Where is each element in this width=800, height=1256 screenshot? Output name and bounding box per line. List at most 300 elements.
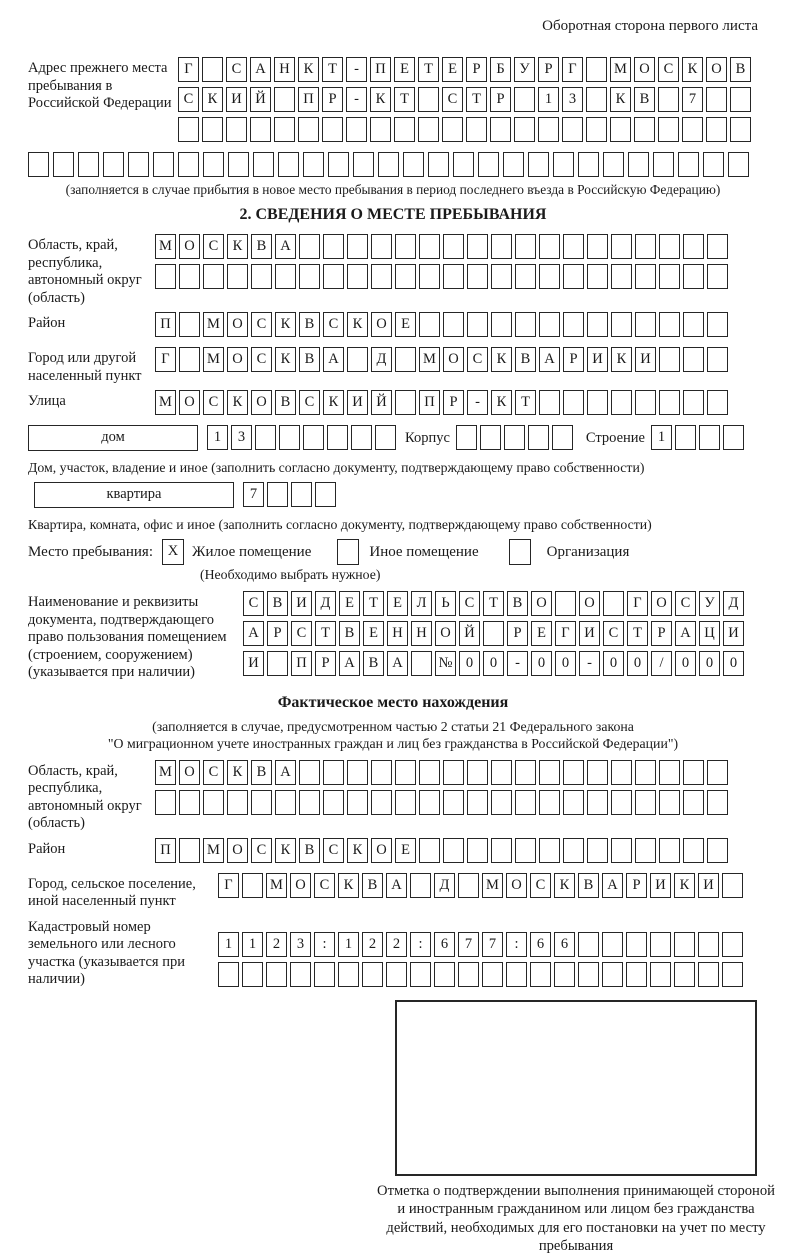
char-cell[interactable] bbox=[370, 117, 391, 142]
char-cell[interactable] bbox=[707, 347, 728, 372]
checkbox-other-premises[interactable] bbox=[337, 539, 359, 565]
char-cell[interactable] bbox=[347, 264, 368, 289]
char-cell[interactable] bbox=[155, 264, 176, 289]
char-cell[interactable] bbox=[563, 312, 584, 337]
char-cell[interactable]: Т bbox=[515, 390, 536, 415]
char-cell[interactable] bbox=[653, 152, 674, 177]
char-cell[interactable]: Р bbox=[538, 57, 559, 82]
char-cell[interactable]: 0 bbox=[723, 651, 744, 676]
char-cell[interactable]: Т bbox=[466, 87, 487, 112]
char-cell[interactable]: И bbox=[291, 591, 312, 616]
char-cell[interactable] bbox=[707, 390, 728, 415]
char-cell[interactable] bbox=[683, 760, 704, 785]
char-cell[interactable]: С bbox=[251, 347, 272, 372]
char-cell[interactable]: В bbox=[275, 390, 296, 415]
char-cell[interactable] bbox=[563, 760, 584, 785]
char-cell[interactable] bbox=[347, 760, 368, 785]
char-cell[interactable]: / bbox=[651, 651, 672, 676]
char-cell[interactable] bbox=[386, 962, 407, 987]
char-cell[interactable] bbox=[611, 312, 632, 337]
char-cell[interactable]: В bbox=[251, 760, 272, 785]
char-cell[interactable] bbox=[458, 962, 479, 987]
char-cell[interactable] bbox=[250, 117, 271, 142]
char-cell[interactable]: С bbox=[203, 234, 224, 259]
char-cell[interactable] bbox=[491, 312, 512, 337]
char-cell[interactable]: У bbox=[699, 591, 720, 616]
char-cell[interactable]: О bbox=[706, 57, 727, 82]
char-cell[interactable] bbox=[467, 838, 488, 863]
char-cell[interactable]: О bbox=[290, 873, 311, 898]
char-cell[interactable] bbox=[563, 838, 584, 863]
char-cell[interactable]: Г bbox=[155, 347, 176, 372]
char-cell[interactable] bbox=[650, 962, 671, 987]
char-cell[interactable]: В bbox=[299, 347, 320, 372]
char-cell[interactable] bbox=[443, 312, 464, 337]
char-cell[interactable] bbox=[491, 760, 512, 785]
char-cell[interactable]: К bbox=[347, 312, 368, 337]
char-cell[interactable] bbox=[635, 790, 656, 815]
checkbox-residential[interactable]: X bbox=[162, 539, 184, 565]
char-cell[interactable]: : bbox=[410, 932, 431, 957]
char-cell[interactable] bbox=[504, 425, 525, 450]
char-cell[interactable]: Р bbox=[466, 57, 487, 82]
char-cell[interactable]: № bbox=[435, 651, 456, 676]
char-cell[interactable] bbox=[278, 152, 299, 177]
char-cell[interactable]: Н bbox=[274, 57, 295, 82]
char-cell[interactable] bbox=[371, 760, 392, 785]
char-cell[interactable] bbox=[586, 117, 607, 142]
char-cell[interactable]: О bbox=[227, 312, 248, 337]
char-cell[interactable] bbox=[683, 390, 704, 415]
char-cell[interactable]: В bbox=[339, 621, 360, 646]
char-cell[interactable] bbox=[491, 264, 512, 289]
char-cell[interactable]: И bbox=[226, 87, 247, 112]
char-cell[interactable] bbox=[683, 234, 704, 259]
char-cell[interactable]: Г bbox=[218, 873, 239, 898]
char-cell[interactable]: Е bbox=[395, 838, 416, 863]
char-cell[interactable]: Р bbox=[626, 873, 647, 898]
char-cell[interactable] bbox=[515, 760, 536, 785]
char-cell[interactable] bbox=[659, 390, 680, 415]
char-cell[interactable] bbox=[678, 152, 699, 177]
char-cell[interactable]: 0 bbox=[675, 651, 696, 676]
char-cell[interactable]: Г bbox=[178, 57, 199, 82]
char-cell[interactable] bbox=[514, 117, 535, 142]
char-cell[interactable] bbox=[153, 152, 174, 177]
char-cell[interactable] bbox=[290, 962, 311, 987]
char-cell[interactable]: С bbox=[323, 838, 344, 863]
char-cell[interactable]: Т bbox=[394, 87, 415, 112]
char-cell[interactable] bbox=[218, 962, 239, 987]
char-cell[interactable]: А bbox=[675, 621, 696, 646]
char-cell[interactable]: 3 bbox=[231, 425, 252, 450]
char-cell[interactable]: 0 bbox=[459, 651, 480, 676]
char-cell[interactable] bbox=[562, 117, 583, 142]
char-cell[interactable]: - bbox=[579, 651, 600, 676]
char-cell[interactable] bbox=[539, 760, 560, 785]
char-cell[interactable]: В bbox=[299, 838, 320, 863]
char-cell[interactable] bbox=[403, 152, 424, 177]
char-cell[interactable]: П bbox=[298, 87, 319, 112]
char-cell[interactable] bbox=[707, 312, 728, 337]
char-cell[interactable] bbox=[587, 234, 608, 259]
char-cell[interactable] bbox=[683, 312, 704, 337]
char-cell[interactable] bbox=[587, 838, 608, 863]
char-cell[interactable] bbox=[323, 264, 344, 289]
char-cell[interactable]: А bbox=[323, 347, 344, 372]
char-cell[interactable] bbox=[315, 482, 336, 507]
char-cell[interactable]: Б bbox=[490, 57, 511, 82]
char-cell[interactable]: 0 bbox=[627, 651, 648, 676]
char-cell[interactable] bbox=[103, 152, 124, 177]
char-cell[interactable]: И bbox=[579, 621, 600, 646]
char-cell[interactable]: В bbox=[251, 234, 272, 259]
char-cell[interactable]: В bbox=[515, 347, 536, 372]
char-cell[interactable] bbox=[490, 117, 511, 142]
char-cell[interactable] bbox=[611, 390, 632, 415]
char-cell[interactable] bbox=[228, 152, 249, 177]
char-cell[interactable] bbox=[203, 152, 224, 177]
char-cell[interactable] bbox=[675, 425, 696, 450]
char-cell[interactable] bbox=[707, 760, 728, 785]
char-cell[interactable] bbox=[659, 264, 680, 289]
char-cell[interactable] bbox=[227, 790, 248, 815]
char-cell[interactable] bbox=[442, 117, 463, 142]
char-cell[interactable] bbox=[434, 962, 455, 987]
char-cell[interactable]: М bbox=[203, 312, 224, 337]
char-cell[interactable]: 7 bbox=[458, 932, 479, 957]
char-cell[interactable] bbox=[410, 962, 431, 987]
checkbox-organization[interactable] bbox=[509, 539, 531, 565]
char-cell[interactable] bbox=[659, 312, 680, 337]
char-cell[interactable] bbox=[347, 790, 368, 815]
char-cell[interactable]: 1 bbox=[207, 425, 228, 450]
char-cell[interactable] bbox=[659, 838, 680, 863]
char-cell[interactable] bbox=[279, 425, 300, 450]
char-cell[interactable]: И bbox=[635, 347, 656, 372]
char-cell[interactable] bbox=[323, 234, 344, 259]
char-cell[interactable]: М bbox=[482, 873, 503, 898]
char-cell[interactable]: О bbox=[634, 57, 655, 82]
char-cell[interactable] bbox=[267, 651, 288, 676]
char-cell[interactable] bbox=[378, 152, 399, 177]
char-cell[interactable] bbox=[483, 621, 504, 646]
char-cell[interactable] bbox=[322, 117, 343, 142]
char-cell[interactable]: А bbox=[250, 57, 271, 82]
char-cell[interactable]: Ц bbox=[699, 621, 720, 646]
char-cell[interactable] bbox=[506, 962, 527, 987]
char-cell[interactable] bbox=[706, 87, 727, 112]
char-cell[interactable]: К bbox=[674, 873, 695, 898]
char-cell[interactable] bbox=[659, 347, 680, 372]
char-cell[interactable] bbox=[428, 152, 449, 177]
char-cell[interactable]: И bbox=[723, 621, 744, 646]
char-cell[interactable]: 6 bbox=[530, 932, 551, 957]
char-cell[interactable] bbox=[226, 117, 247, 142]
char-cell[interactable] bbox=[626, 962, 647, 987]
char-cell[interactable] bbox=[683, 838, 704, 863]
char-cell[interactable] bbox=[707, 234, 728, 259]
char-cell[interactable] bbox=[553, 152, 574, 177]
char-cell[interactable] bbox=[179, 838, 200, 863]
char-cell[interactable]: О bbox=[651, 591, 672, 616]
char-cell[interactable] bbox=[611, 790, 632, 815]
char-cell[interactable]: С bbox=[251, 838, 272, 863]
char-cell[interactable] bbox=[635, 234, 656, 259]
char-cell[interactable] bbox=[419, 838, 440, 863]
char-cell[interactable] bbox=[299, 760, 320, 785]
char-cell[interactable]: К bbox=[227, 234, 248, 259]
char-cell[interactable]: Р bbox=[443, 390, 464, 415]
char-cell[interactable] bbox=[659, 790, 680, 815]
char-cell[interactable] bbox=[515, 838, 536, 863]
char-cell[interactable] bbox=[658, 117, 679, 142]
char-cell[interactable] bbox=[699, 425, 720, 450]
char-cell[interactable] bbox=[274, 87, 295, 112]
char-cell[interactable] bbox=[698, 962, 719, 987]
char-cell[interactable] bbox=[128, 152, 149, 177]
char-cell[interactable]: Р bbox=[322, 87, 343, 112]
char-cell[interactable] bbox=[554, 962, 575, 987]
char-cell[interactable]: С bbox=[459, 591, 480, 616]
char-cell[interactable]: 1 bbox=[242, 932, 263, 957]
char-cell[interactable]: С bbox=[467, 347, 488, 372]
char-cell[interactable] bbox=[371, 234, 392, 259]
char-cell[interactable] bbox=[730, 117, 751, 142]
char-cell[interactable]: 2 bbox=[362, 932, 383, 957]
char-cell[interactable] bbox=[255, 425, 276, 450]
char-cell[interactable]: О bbox=[371, 312, 392, 337]
char-cell[interactable]: 1 bbox=[538, 87, 559, 112]
char-cell[interactable] bbox=[683, 790, 704, 815]
char-cell[interactable]: Т bbox=[483, 591, 504, 616]
char-cell[interactable] bbox=[528, 425, 549, 450]
char-cell[interactable] bbox=[578, 152, 599, 177]
char-cell[interactable]: В bbox=[267, 591, 288, 616]
char-cell[interactable] bbox=[491, 838, 512, 863]
char-cell[interactable]: О bbox=[531, 591, 552, 616]
char-cell[interactable]: К bbox=[370, 87, 391, 112]
char-cell[interactable] bbox=[314, 962, 335, 987]
char-cell[interactable]: П bbox=[419, 390, 440, 415]
char-cell[interactable] bbox=[602, 932, 623, 957]
char-cell[interactable]: К bbox=[275, 312, 296, 337]
char-cell[interactable]: 1 bbox=[651, 425, 672, 450]
char-cell[interactable]: О bbox=[227, 838, 248, 863]
char-cell[interactable] bbox=[327, 425, 348, 450]
char-cell[interactable]: Л bbox=[411, 591, 432, 616]
char-cell[interactable] bbox=[267, 482, 288, 507]
char-cell[interactable]: 2 bbox=[266, 932, 287, 957]
char-cell[interactable] bbox=[515, 264, 536, 289]
char-cell[interactable] bbox=[251, 264, 272, 289]
char-cell[interactable]: Д bbox=[315, 591, 336, 616]
char-cell[interactable]: К bbox=[338, 873, 359, 898]
char-cell[interactable]: : bbox=[314, 932, 335, 957]
char-cell[interactable]: В bbox=[578, 873, 599, 898]
char-cell[interactable]: О bbox=[506, 873, 527, 898]
char-cell[interactable]: Н bbox=[387, 621, 408, 646]
char-cell[interactable] bbox=[706, 117, 727, 142]
char-cell[interactable] bbox=[202, 57, 223, 82]
char-cell[interactable]: С bbox=[226, 57, 247, 82]
char-cell[interactable] bbox=[178, 152, 199, 177]
char-cell[interactable]: Т bbox=[627, 621, 648, 646]
char-cell[interactable] bbox=[491, 234, 512, 259]
char-cell[interactable]: В bbox=[362, 873, 383, 898]
char-cell[interactable] bbox=[394, 117, 415, 142]
char-cell[interactable] bbox=[418, 87, 439, 112]
char-cell[interactable]: К bbox=[682, 57, 703, 82]
char-cell[interactable]: Ь bbox=[435, 591, 456, 616]
char-cell[interactable]: И bbox=[650, 873, 671, 898]
char-cell[interactable] bbox=[683, 347, 704, 372]
char-cell[interactable] bbox=[411, 651, 432, 676]
char-cell[interactable] bbox=[395, 234, 416, 259]
char-cell[interactable]: О bbox=[579, 591, 600, 616]
char-cell[interactable] bbox=[419, 234, 440, 259]
char-cell[interactable] bbox=[466, 117, 487, 142]
char-cell[interactable] bbox=[707, 790, 728, 815]
char-cell[interactable]: Т bbox=[315, 621, 336, 646]
char-cell[interactable]: Д bbox=[723, 591, 744, 616]
char-cell[interactable]: В bbox=[507, 591, 528, 616]
char-cell[interactable] bbox=[478, 152, 499, 177]
char-cell[interactable] bbox=[299, 790, 320, 815]
char-cell[interactable]: М bbox=[155, 234, 176, 259]
char-cell[interactable] bbox=[723, 425, 744, 450]
char-cell[interactable] bbox=[467, 264, 488, 289]
char-cell[interactable] bbox=[602, 962, 623, 987]
char-cell[interactable] bbox=[299, 234, 320, 259]
char-cell[interactable] bbox=[703, 152, 724, 177]
char-cell[interactable]: Т bbox=[363, 591, 384, 616]
char-cell[interactable]: С bbox=[251, 312, 272, 337]
char-cell[interactable]: К bbox=[202, 87, 223, 112]
char-cell[interactable] bbox=[634, 117, 655, 142]
char-cell[interactable]: 6 bbox=[554, 932, 575, 957]
char-cell[interactable]: Й bbox=[459, 621, 480, 646]
char-cell[interactable] bbox=[303, 152, 324, 177]
char-cell[interactable] bbox=[728, 152, 749, 177]
char-cell[interactable] bbox=[323, 790, 344, 815]
char-cell[interactable]: Р bbox=[507, 621, 528, 646]
char-cell[interactable] bbox=[395, 790, 416, 815]
char-cell[interactable]: С bbox=[675, 591, 696, 616]
char-cell[interactable]: И bbox=[587, 347, 608, 372]
char-cell[interactable]: 0 bbox=[555, 651, 576, 676]
char-cell[interactable]: С bbox=[442, 87, 463, 112]
char-cell[interactable] bbox=[395, 347, 416, 372]
char-cell[interactable] bbox=[419, 790, 440, 815]
char-cell[interactable] bbox=[443, 838, 464, 863]
char-cell[interactable] bbox=[698, 932, 719, 957]
char-cell[interactable] bbox=[587, 264, 608, 289]
char-cell[interactable] bbox=[395, 760, 416, 785]
char-cell[interactable] bbox=[563, 264, 584, 289]
char-cell[interactable]: Й bbox=[250, 87, 271, 112]
char-cell[interactable] bbox=[53, 152, 74, 177]
char-cell[interactable]: С bbox=[178, 87, 199, 112]
char-cell[interactable]: О bbox=[179, 234, 200, 259]
char-cell[interactable]: П bbox=[155, 838, 176, 863]
char-cell[interactable] bbox=[178, 117, 199, 142]
char-cell[interactable]: К bbox=[611, 347, 632, 372]
char-cell[interactable] bbox=[456, 425, 477, 450]
char-cell[interactable] bbox=[443, 790, 464, 815]
char-cell[interactable]: С bbox=[658, 57, 679, 82]
char-cell[interactable] bbox=[179, 264, 200, 289]
char-cell[interactable]: С bbox=[323, 312, 344, 337]
char-cell[interactable]: К bbox=[275, 347, 296, 372]
char-cell[interactable] bbox=[683, 264, 704, 289]
char-cell[interactable] bbox=[674, 962, 695, 987]
char-cell[interactable] bbox=[722, 873, 743, 898]
char-cell[interactable] bbox=[482, 962, 503, 987]
char-cell[interactable]: Е bbox=[395, 312, 416, 337]
char-cell[interactable]: У bbox=[514, 57, 535, 82]
char-cell[interactable]: Й bbox=[371, 390, 392, 415]
char-cell[interactable]: А bbox=[275, 760, 296, 785]
char-cell[interactable] bbox=[203, 264, 224, 289]
char-cell[interactable]: Р bbox=[490, 87, 511, 112]
char-cell[interactable] bbox=[587, 760, 608, 785]
char-cell[interactable] bbox=[635, 264, 656, 289]
char-cell[interactable] bbox=[338, 962, 359, 987]
char-cell[interactable] bbox=[682, 117, 703, 142]
char-cell[interactable] bbox=[275, 264, 296, 289]
char-cell[interactable] bbox=[610, 117, 631, 142]
char-cell[interactable]: 7 bbox=[682, 87, 703, 112]
char-cell[interactable]: П bbox=[370, 57, 391, 82]
char-cell[interactable]: К bbox=[227, 760, 248, 785]
char-cell[interactable]: А bbox=[386, 873, 407, 898]
char-cell[interactable] bbox=[611, 838, 632, 863]
char-cell[interactable] bbox=[395, 390, 416, 415]
char-cell[interactable]: Т bbox=[322, 57, 343, 82]
char-cell[interactable]: - bbox=[346, 57, 367, 82]
char-cell[interactable] bbox=[659, 760, 680, 785]
char-cell[interactable]: Г bbox=[555, 621, 576, 646]
char-cell[interactable] bbox=[353, 152, 374, 177]
char-cell[interactable]: Р bbox=[563, 347, 584, 372]
char-cell[interactable]: В bbox=[634, 87, 655, 112]
char-cell[interactable]: 7 bbox=[243, 482, 264, 507]
char-cell[interactable] bbox=[539, 390, 560, 415]
char-cell[interactable] bbox=[514, 87, 535, 112]
char-cell[interactable]: Е bbox=[363, 621, 384, 646]
char-cell[interactable] bbox=[443, 760, 464, 785]
char-cell[interactable] bbox=[375, 425, 396, 450]
char-cell[interactable] bbox=[443, 234, 464, 259]
char-cell[interactable] bbox=[266, 962, 287, 987]
char-cell[interactable] bbox=[538, 117, 559, 142]
char-cell[interactable] bbox=[674, 932, 695, 957]
char-cell[interactable] bbox=[467, 760, 488, 785]
char-cell[interactable]: И bbox=[698, 873, 719, 898]
char-cell[interactable]: К bbox=[347, 838, 368, 863]
char-cell[interactable] bbox=[563, 234, 584, 259]
char-cell[interactable] bbox=[578, 962, 599, 987]
char-cell[interactable] bbox=[227, 264, 248, 289]
char-cell[interactable] bbox=[274, 117, 295, 142]
char-cell[interactable] bbox=[530, 962, 551, 987]
char-cell[interactable] bbox=[650, 932, 671, 957]
char-cell[interactable] bbox=[722, 932, 743, 957]
char-cell[interactable]: И bbox=[243, 651, 264, 676]
char-cell[interactable] bbox=[371, 790, 392, 815]
char-cell[interactable] bbox=[722, 962, 743, 987]
